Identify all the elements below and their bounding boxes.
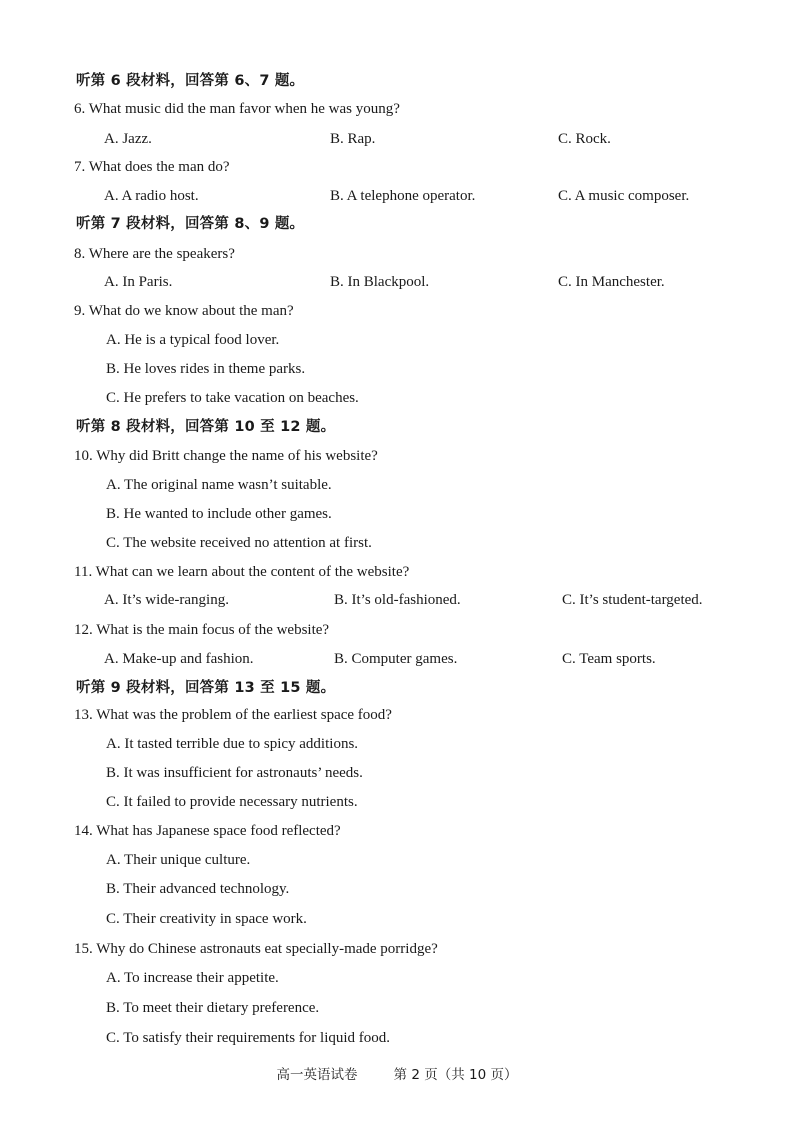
question-6: 6. What music did the man favor when he was young? [74, 101, 400, 117]
option-12c: C. Team sports. [562, 651, 656, 667]
option-11c: C. It’s student-targeted. [562, 592, 703, 608]
option-6c: C. Rock. [558, 131, 611, 147]
option-12b: B. Computer games. [334, 651, 458, 667]
option-12a: A. Make-up and fashion. [104, 651, 254, 667]
option-14b: B. Their advanced technology. [106, 881, 290, 897]
section-header-7: 听第 7 段材料，回答第 8、9 题。 [76, 216, 305, 232]
question-8-options [0, 273, 794, 291]
option-8a: A. In Paris. [104, 274, 173, 290]
option-10b: B. He wanted to include other games. [106, 506, 332, 522]
question-10: 10. Why did Britt change the name of his website? [74, 448, 378, 464]
question-11-options [0, 591, 794, 609]
option-11a: A. It’s wide-ranging. [104, 592, 229, 608]
option-7c: C. A music composer. [558, 188, 690, 204]
option-15b: B. To meet their dietary preference. [106, 1000, 320, 1016]
option-15a: A. To increase their appetite. [106, 970, 279, 986]
option-13c: C. It failed to provide necessary nutrients. [106, 794, 358, 810]
option-9a: A. He is a typical food lover. [106, 332, 280, 348]
option-8c: C. In Manchester. [558, 274, 665, 290]
option-8b: B. In Blackpool. [330, 274, 430, 290]
question-9: 9. What do we know about the man? [74, 303, 294, 319]
question-8: 8. Where are the speakers? [74, 246, 235, 262]
question-6-options [0, 130, 794, 148]
option-13a: A. It tasted terrible due to spicy additions. [106, 736, 359, 752]
option-9b: B. He loves rides in theme parks. [106, 361, 306, 377]
option-14a: A. Their unique culture. [106, 852, 251, 868]
footer-exam-title: 高一英语试卷 [276, 1067, 358, 1083]
option-15c: C. To satisfy their requirements for liquid food. [106, 1030, 391, 1046]
option-13b: B. It was insufficient for astronauts’ needs. [106, 765, 363, 781]
option-11b: B. It’s old-fashioned. [334, 592, 461, 608]
option-9c: C. He prefers to take vacation on beaches. [106, 390, 359, 406]
question-12: 12. What is the main focus of the website? [74, 622, 330, 638]
option-7a: A. A radio host. [104, 188, 199, 204]
question-14: 14. What has Japanese space food reflected? [74, 823, 341, 839]
option-14c: C. Their creativity in space work. [106, 911, 307, 927]
option-7b: B. A telephone operator. [330, 188, 476, 204]
option-10c: C. The website received no attention at first. [106, 535, 372, 551]
section-header-9: 听第 9 段材料，回答第 13 至 15 题。 [76, 680, 336, 696]
section-header-8: 听第 8 段材料，回答第 10 至 12 题。 [76, 419, 336, 435]
option-10a: A. The original name wasn’t suitable. [106, 477, 332, 493]
section-header-6: 听第 6 段材料，回答第 6、7 题。 [76, 73, 305, 89]
option-6b: B. Rap. [330, 131, 376, 147]
question-12-options [0, 650, 794, 668]
question-15: 15. Why do Chinese astronauts eat specially-made porridge? [74, 941, 438, 957]
footer-page-number: 第 2 页（共 10 页） [393, 1067, 518, 1083]
question-7: 7. What does the man do? [74, 159, 230, 175]
page-footer [0, 1066, 794, 1084]
question-13: 13. What was the problem of the earliest space food? [74, 707, 392, 723]
option-6a: A. Jazz. [104, 131, 152, 147]
question-7-options [0, 187, 794, 205]
question-11: 11. What can we learn about the content of the website? [74, 564, 410, 580]
